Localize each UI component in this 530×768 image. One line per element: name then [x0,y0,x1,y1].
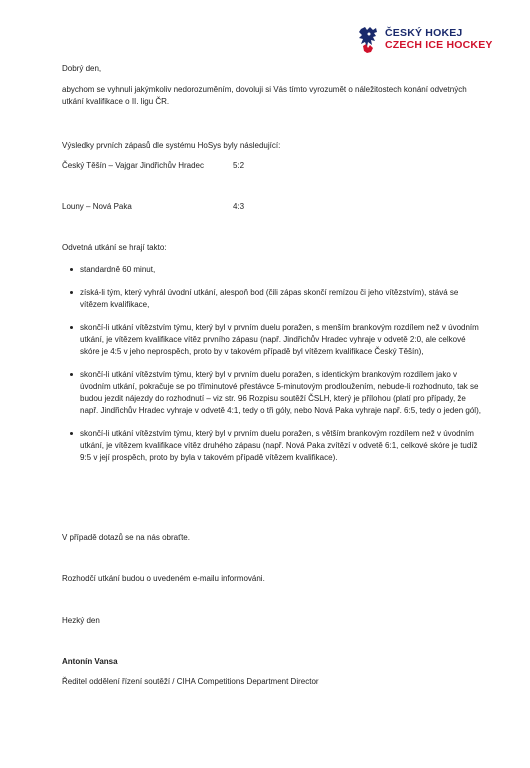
ceský-hokej-logo [357,26,499,56]
questions-text: V případě dotazů se na nás obraťte. [62,533,190,542]
lion-icon [357,26,381,54]
intro-paragraph: abychom se vyhnuli jakýmkoliv nedorozuměním, dovoluji si Vás tímto vyrozumět o náležitostech konání odvetných utkání kvalifikace o II. ligu ČR. [62,85,467,106]
rules-intro: Odvetná utkání se hrají takto: [62,243,167,252]
rule-text: získá-li tým, který vyhrál úvodní utkání, alespoň bod (čili zápas skončí remízou či jeho vítězstvím), stává se vítězem kvalifikace, [80,288,459,309]
rule-text: skončí-li utkání vítězstvím týmu, který byl v prvním duelu poražen, s menším brankovým rozdílem než v úvodním utkání, je vítězem kvalifikace vítěz prvního zápasu (např. Jindřichův Hradec vyhraje v odvetě 2:0, ale celkové skóre je 4:5 v jeho neprospěch, proto by v takovém případě byl vítězem kvalifikace Český Těšín), [80,323,479,356]
rule-item [62,287,482,311]
rule-item [62,264,482,276]
signature-title: Ředitel oddělení řízení soutěží / CIHA Competitions Department Director [62,677,319,686]
referees-text: Rozhodčí utkání budou o uvedeném e-mailu informováni. [62,574,265,583]
result-score-1: 5:2 [233,161,245,170]
results-intro: Výsledky prvních zápasů dle systému HoSys byly následující: [62,141,281,150]
rule-text: skončí-li utkání vítězstvím týmu, který byl v prvním duelu poražen, s identickým brankovým rozdílem jako v úvodním utkání, pokračuje se po tříminutové přestávce 5-minutovým prodloužením, nebude-li rozhodnuto, tak se budou jezdit nájezdy do rozhodnutí – viz str. 96 Rozpisu soutěží ČSLH, který je přílohou (platí pro případy, že např. Jindřichův Hradec vyhraje v odvetě 4:1, tedy o tři góly, nebo Nová Paka vyhraje např. 6:5, tedy o jeden gól), [80,370,481,415]
bullet-icon [70,291,73,294]
greeting: Dobrý den, [62,64,102,73]
rule-text: standardně 60 minut, [80,265,156,274]
logo-line-1: ČESKÝ HOKEJ [385,27,463,39]
rule-item [62,322,482,358]
closing-text: Hezký den [62,616,100,625]
signature-name: Antonín Vansa [62,657,118,666]
bullet-icon [70,432,73,435]
bullet-icon [70,268,73,271]
result-match-1: Český Těšín – Vajgar Jindřichův Hradec [62,161,204,170]
result-score-2: 4:3 [233,202,245,211]
bullet-icon [70,373,73,376]
rule-item [62,428,482,464]
rule-text: skončí-li utkání vítězstvím týmu, který byl v prvním duelu poražen, s větším brankovým rozdílem než v úvodním utkání, je vítězem kvalifikace vítěz druhého zápasu (např. Nová Paka zvítězí v odvetě 6:1, celkové skóre je tudíž 9:5 v její prospěch, proto by byla v takovém případě vítězem kvalifikace). [80,429,478,462]
result-match-2: Louny – Nová Paka [62,202,132,211]
bullet-icon [70,326,73,329]
rules-list [62,264,482,475]
logo-line-2: CZECH ICE HOCKEY [385,39,493,51]
rule-item [62,369,482,417]
